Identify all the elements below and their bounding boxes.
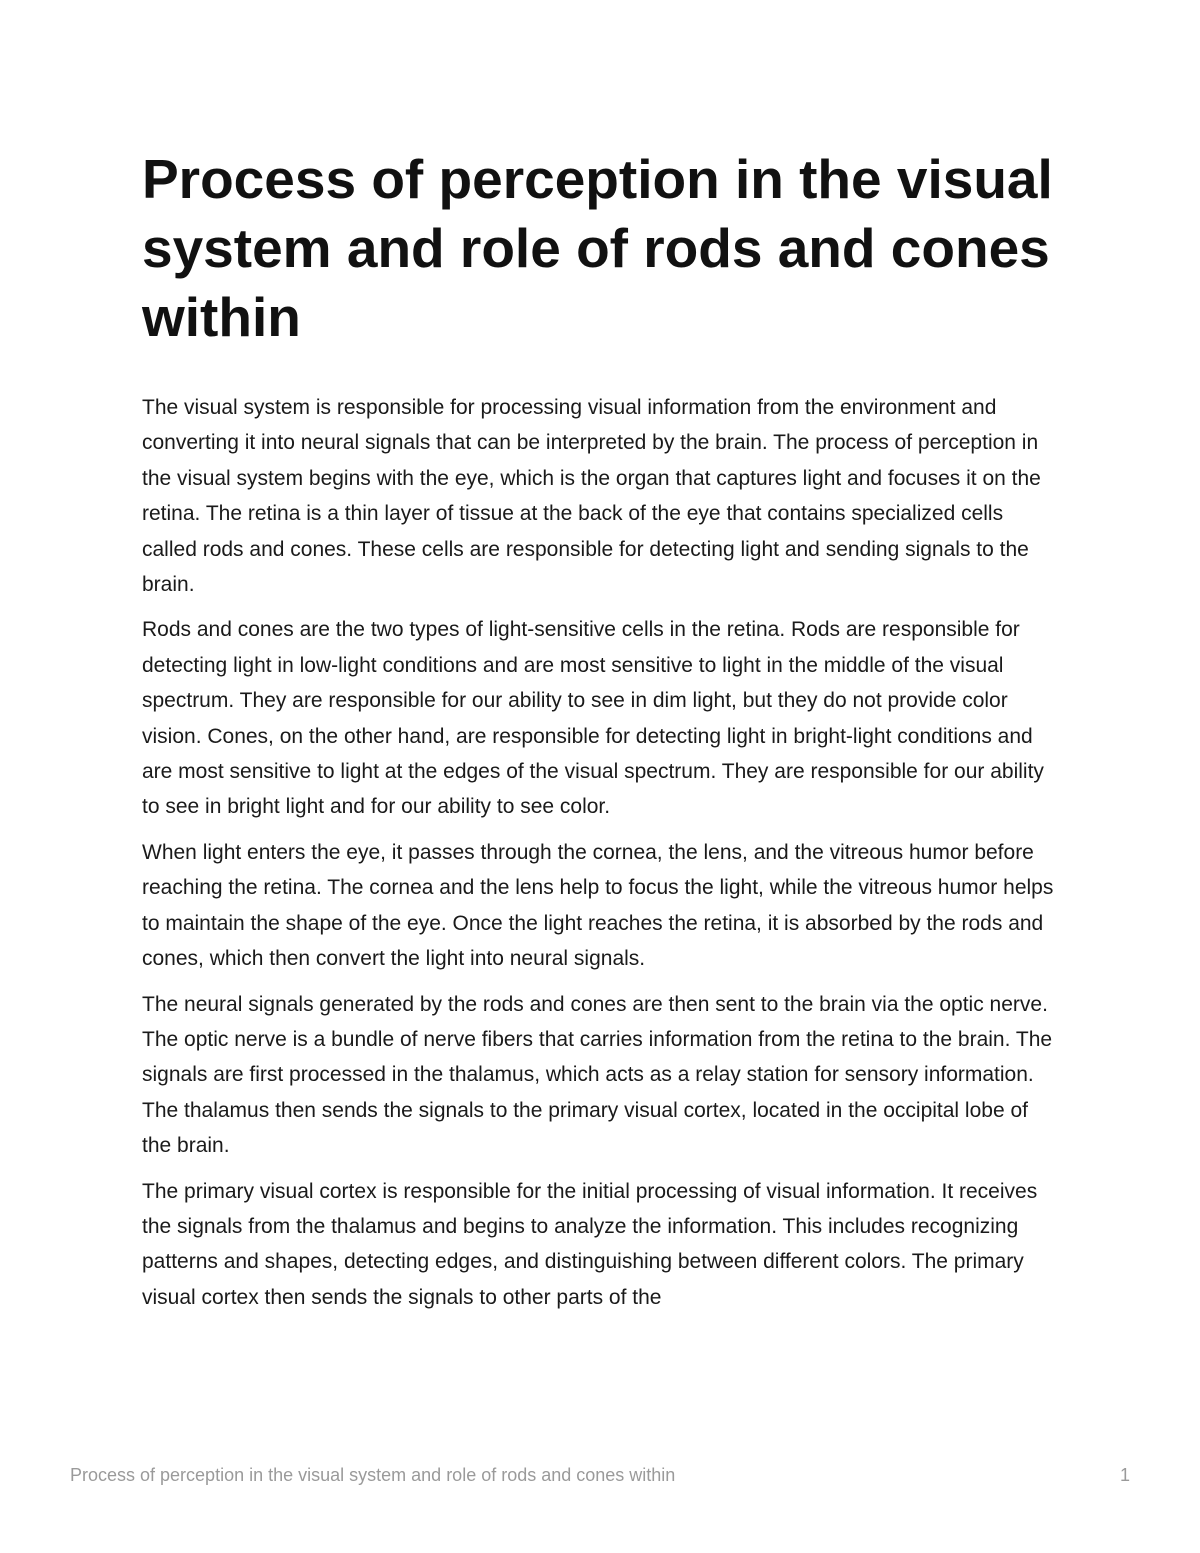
paragraph-2: Rods and cones are the two types of light-sensitive cells in the retina. Rods are responsible for detecting light in low-light conditions and are most sensitive to light in the middle of the visual spectrum. They are responsible for our ability to see in dim light, but they do not provide color vision. Cones, on the other hand, are responsible for detecting light in bright-light conditions and are most sensitive to light at the edges of the visual spectrum. They are responsible for our ability to see in bright light and for our ability to see color.: [142, 618, 1044, 819]
footer-title: Process of perception in the visual system and role of rods and cones within: [70, 1465, 676, 1485]
paragraph-3: When light enters the eye, it passes through the cornea, the lens, and the vitreous humor before reaching the retina. The cornea and the lens help to focus the light, while the vitreous humor helps to maintain the shape of the eye. Once the light reaches the retina, it is absorbed by the rods and cones, which then convert the light into neural signals.: [142, 840, 1054, 971]
document-body: [142, 390, 1062, 1315]
paragraph-4: The neural signals generated by the rods and cones are then sent to the brain via the optic nerve. The optic nerve is a bundle of nerve fibers that carries information from the retina to the brain. The signals are first processed in the thalamus, which acts as a relay station for sensory information. The thalamus then sends the signals to the primary visual cortex, located in the occipital lobe of the brain.: [142, 992, 1053, 1158]
paragraph-5: The primary visual cortex is responsible for the initial processing of visual information. It receives the signals from the thalamus and begins to analyze the information. This includes recognizing patterns and shapes, detecting edges, and distinguishing between different colors. The primary visual cortex then sends the signals to other parts of the: [142, 1179, 1038, 1309]
page-footer: [70, 1465, 1130, 1491]
paragraph-1: The visual system is responsible for processing visual information from the environment and converting it into neural signals that can be interpreted by the brain. The process of perception in the visual system begins with the eye, which is the organ that captures light and focuses it on the retina. The retina is a thin layer of tissue at the back of the eye that contains specialized cells called rods and cones. These cells are responsible for detecting light and sending signals to the brain.: [142, 396, 1041, 597]
document-title: Process of perception in the visual system and role of rods and cones within: [142, 148, 1053, 348]
page-number: 1: [1119, 1465, 1130, 1485]
page-content: [142, 145, 1062, 1325]
